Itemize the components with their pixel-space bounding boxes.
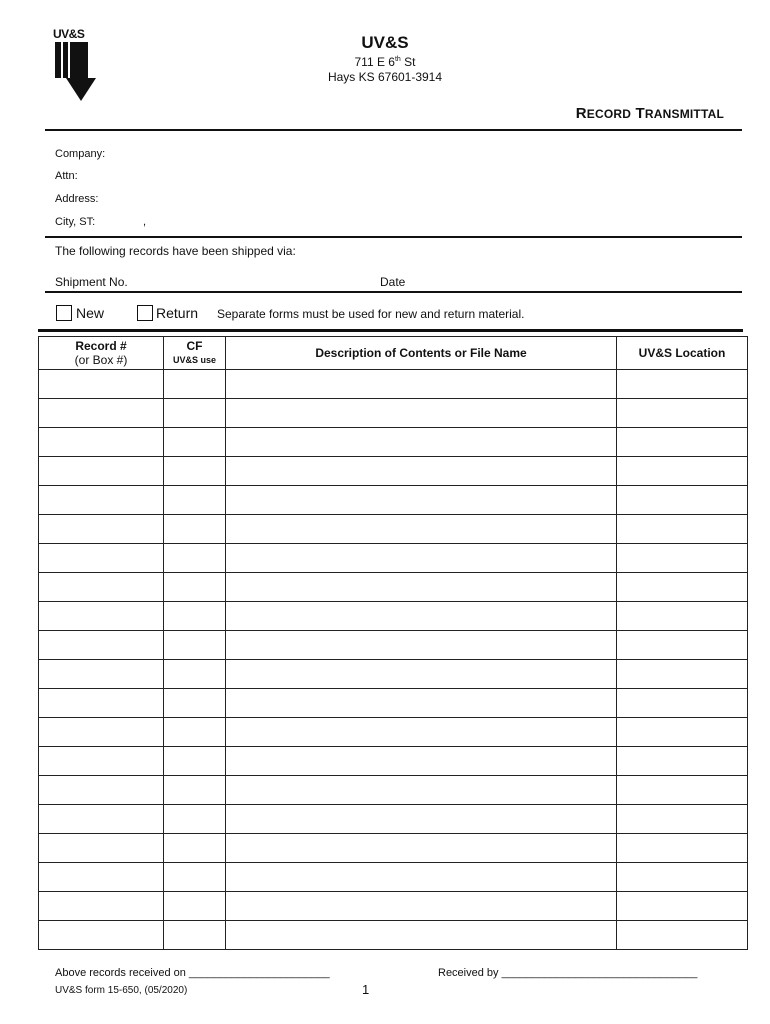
record-cell[interactable] — [39, 863, 164, 892]
cf-cell[interactable] — [164, 660, 226, 689]
cf-cell[interactable] — [164, 602, 226, 631]
logo-text: UV&S — [53, 27, 85, 41]
description-cell[interactable] — [226, 776, 617, 805]
shipment-rule — [45, 291, 742, 293]
record-cell[interactable] — [39, 573, 164, 602]
cf-cell[interactable] — [164, 863, 226, 892]
address-label: Address: — [55, 193, 99, 205]
location-header: UV&S Location — [617, 337, 748, 370]
recipient-rule — [45, 236, 742, 238]
location-cell[interactable] — [617, 689, 748, 718]
document-title: RECORD TRANSMITTAL — [575, 105, 724, 122]
location-cell[interactable] — [617, 921, 748, 950]
description-cell[interactable] — [226, 747, 617, 776]
received-on-line: Above records received on _______________________ — [55, 967, 330, 979]
location-cell[interactable] — [617, 486, 748, 515]
location-cell[interactable] — [617, 776, 748, 805]
description-cell[interactable] — [226, 863, 617, 892]
cf-cell[interactable] — [164, 892, 226, 921]
location-cell[interactable] — [617, 573, 748, 602]
cf-cell[interactable] — [164, 428, 226, 457]
record-cell[interactable] — [39, 428, 164, 457]
location-cell[interactable] — [617, 370, 748, 399]
record-cell[interactable] — [39, 660, 164, 689]
table-row — [39, 544, 748, 573]
cf-cell[interactable] — [164, 776, 226, 805]
record-cell[interactable] — [39, 805, 164, 834]
shipment-number-label: Shipment No. — [55, 275, 128, 289]
record-cell[interactable] — [39, 515, 164, 544]
return-checkbox[interactable] — [137, 305, 153, 321]
shipped-via-label: The following records have been shipped via: — [55, 244, 296, 258]
description-cell[interactable] — [226, 921, 617, 950]
location-cell[interactable] — [617, 834, 748, 863]
table-row — [39, 863, 748, 892]
location-cell[interactable] — [617, 544, 748, 573]
table-row — [39, 834, 748, 863]
description-cell[interactable] — [226, 834, 617, 863]
form-id: UV&S form 15-650, (05/2020) — [55, 985, 188, 996]
record-cell[interactable] — [39, 892, 164, 921]
description-cell[interactable] — [226, 515, 617, 544]
location-cell[interactable] — [617, 660, 748, 689]
city-separator: , — [143, 216, 147, 228]
address-city: Hays KS 67601-3914 — [327, 70, 443, 84]
description-cell[interactable] — [226, 631, 617, 660]
received-by-line: Received by ________________________________ — [438, 967, 698, 979]
record-cell[interactable] — [39, 631, 164, 660]
location-cell[interactable] — [617, 718, 748, 747]
cf-cell[interactable] — [164, 921, 226, 950]
description-cell[interactable] — [226, 544, 617, 573]
record-cell[interactable] — [39, 921, 164, 950]
description-cell[interactable] — [226, 660, 617, 689]
record-cell[interactable] — [39, 457, 164, 486]
description-cell[interactable] — [226, 428, 617, 457]
description-cell[interactable] — [226, 399, 617, 428]
record-cell[interactable] — [39, 399, 164, 428]
cf-cell[interactable] — [164, 515, 226, 544]
record-cell[interactable] — [39, 718, 164, 747]
cf-cell[interactable] — [164, 573, 226, 602]
location-cell[interactable] — [617, 428, 748, 457]
cf-cell[interactable] — [164, 689, 226, 718]
description-cell[interactable] — [226, 573, 617, 602]
description-cell[interactable] — [226, 892, 617, 921]
description-cell[interactable] — [226, 457, 617, 486]
location-cell[interactable] — [617, 747, 748, 776]
company-name: UV&S — [361, 33, 409, 52]
location-cell[interactable] — [617, 863, 748, 892]
table-row — [39, 689, 748, 718]
description-cell[interactable] — [226, 805, 617, 834]
new-checkbox[interactable] — [56, 305, 72, 321]
table-row — [39, 776, 748, 805]
table-row — [39, 428, 748, 457]
table-row — [39, 718, 748, 747]
description-cell[interactable] — [226, 370, 617, 399]
cf-cell[interactable] — [164, 370, 226, 399]
address-street: 711 E 6th St — [354, 55, 416, 69]
table-row — [39, 747, 748, 776]
record-cell[interactable] — [39, 602, 164, 631]
page-number: 1 — [362, 982, 370, 997]
cf-cell[interactable] — [164, 834, 226, 863]
header-rule — [45, 129, 742, 131]
table-row — [39, 602, 748, 631]
location-cell[interactable] — [617, 602, 748, 631]
record-cell[interactable] — [39, 544, 164, 573]
description-header: Description of Contents or File Name — [226, 337, 617, 370]
table-header-row — [39, 337, 748, 370]
record-number-header: Record # (or Box #) — [39, 337, 164, 370]
record-cell[interactable] — [39, 486, 164, 515]
cf-cell[interactable] — [164, 544, 226, 573]
location-cell[interactable] — [617, 805, 748, 834]
description-cell[interactable] — [226, 602, 617, 631]
table-row — [39, 515, 748, 544]
description-cell[interactable] — [226, 689, 617, 718]
cf-cell[interactable] — [164, 486, 226, 515]
new-label: New — [76, 305, 105, 321]
cf-cell[interactable] — [164, 457, 226, 486]
table-row — [39, 573, 748, 602]
cf-header: CF UV&S use — [164, 337, 226, 370]
date-label: Date — [380, 275, 406, 289]
city-label: City, ST: — [55, 216, 96, 228]
records-table — [38, 336, 748, 950]
table-row — [39, 660, 748, 689]
table-row — [39, 370, 748, 399]
table-row — [39, 921, 748, 950]
description-cell[interactable] — [226, 718, 617, 747]
record-cell[interactable] — [39, 834, 164, 863]
table-row — [39, 399, 748, 428]
record-cell[interactable] — [39, 747, 164, 776]
location-cell[interactable] — [617, 457, 748, 486]
table-row — [39, 892, 748, 921]
location-cell[interactable] — [617, 892, 748, 921]
cf-cell[interactable] — [164, 718, 226, 747]
description-cell[interactable] — [226, 486, 617, 515]
table-row — [39, 457, 748, 486]
record-cell[interactable] — [39, 370, 164, 399]
separate-forms-note: Separate forms must be used for new and return material. — [217, 307, 525, 321]
record-cell[interactable] — [39, 689, 164, 718]
cf-cell[interactable] — [164, 805, 226, 834]
return-label: Return — [156, 305, 199, 321]
location-cell[interactable] — [617, 631, 748, 660]
company-label: Company: — [55, 148, 106, 160]
table-row — [39, 486, 748, 515]
cf-cell[interactable] — [164, 631, 226, 660]
attn-label: Attn: — [55, 170, 78, 182]
table-row — [39, 631, 748, 660]
location-cell[interactable] — [617, 399, 748, 428]
record-cell[interactable] — [39, 776, 164, 805]
location-cell[interactable] — [617, 515, 748, 544]
table-row — [39, 805, 748, 834]
cf-cell[interactable] — [164, 747, 226, 776]
table-top-rule — [38, 329, 743, 332]
cf-cell[interactable] — [164, 399, 226, 428]
